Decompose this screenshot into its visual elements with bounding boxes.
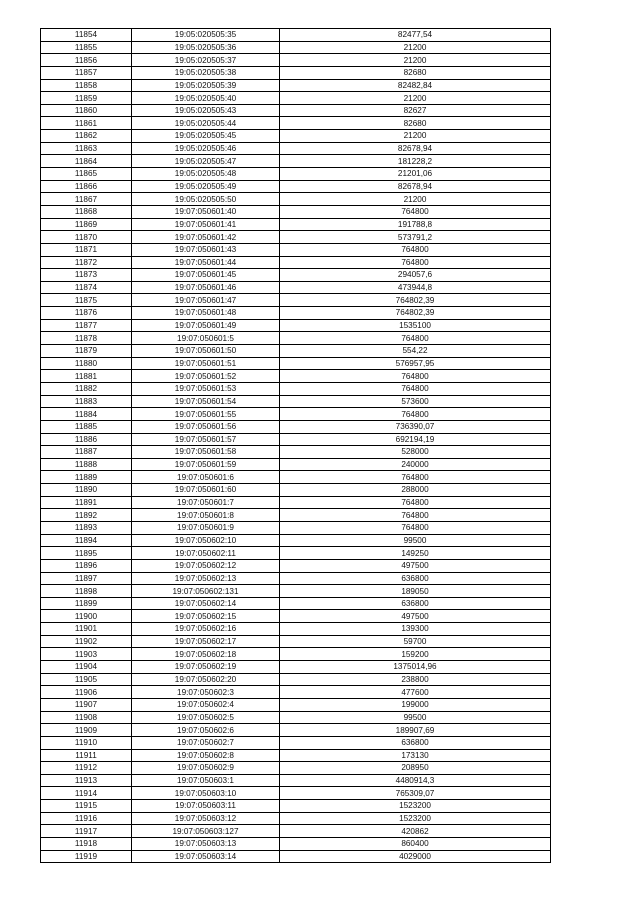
cadastral-number-cell: 19:05:020505:38 — [132, 66, 280, 79]
table-row — [41, 559, 551, 572]
cadastral-number-cell: 19:07:050601:58 — [132, 446, 280, 459]
row-number-cell: 11871 — [41, 243, 132, 256]
row-number-cell: 11896 — [41, 559, 132, 572]
value-cell: 4480914,3 — [280, 774, 551, 787]
cadastral-number-cell: 19:07:050601:55 — [132, 408, 280, 421]
cadastral-number-cell: 19:07:050601:56 — [132, 420, 280, 433]
cadastral-number-cell: 19:05:020505:50 — [132, 193, 280, 206]
value-cell: 497500 — [280, 559, 551, 572]
value-cell: 636800 — [280, 597, 551, 610]
cadastral-number-cell: 19:05:020505:43 — [132, 104, 280, 117]
row-number-cell: 11891 — [41, 496, 132, 509]
table-row — [41, 307, 551, 320]
table-row — [41, 509, 551, 522]
cadastral-number-cell: 19:07:050602:3 — [132, 686, 280, 699]
cadastral-number-cell: 19:07:050601:52 — [132, 370, 280, 383]
cadastral-number-cell: 19:07:050602:6 — [132, 724, 280, 737]
row-number-cell: 11870 — [41, 231, 132, 244]
value-cell: 1535100 — [280, 319, 551, 332]
cadastral-number-cell: 19:05:020505:35 — [132, 29, 280, 42]
row-number-cell: 11855 — [41, 41, 132, 54]
row-number-cell: 11894 — [41, 534, 132, 547]
cadastral-number-cell: 19:07:050603:14 — [132, 850, 280, 863]
table-row — [41, 332, 551, 345]
value-cell: 21200 — [280, 41, 551, 54]
table-row — [41, 534, 551, 547]
table-row — [41, 357, 551, 370]
row-number-cell: 11899 — [41, 597, 132, 610]
cadastral-number-cell: 19:07:050602:10 — [132, 534, 280, 547]
value-cell: 173130 — [280, 749, 551, 762]
value-cell: 764800 — [280, 408, 551, 421]
cadastral-number-cell: 19:07:050602:19 — [132, 661, 280, 674]
cadastral-number-cell: 19:07:050602:17 — [132, 635, 280, 648]
table-row — [41, 711, 551, 724]
value-cell: 1375014,96 — [280, 661, 551, 674]
value-cell: 764800 — [280, 496, 551, 509]
table-row — [41, 420, 551, 433]
row-number-cell: 11892 — [41, 509, 132, 522]
row-number-cell: 11867 — [41, 193, 132, 206]
cadastral-number-cell: 19:05:020505:40 — [132, 92, 280, 105]
cadastral-number-cell: 19:07:050601:48 — [132, 307, 280, 320]
cadastral-number-cell: 19:07:050601:51 — [132, 357, 280, 370]
row-number-cell: 11878 — [41, 332, 132, 345]
row-number-cell: 11890 — [41, 484, 132, 497]
value-cell: 576957,95 — [280, 357, 551, 370]
row-number-cell: 11858 — [41, 79, 132, 92]
value-cell: 636800 — [280, 572, 551, 585]
cadastral-number-cell: 19:07:050603:10 — [132, 787, 280, 800]
row-number-cell: 11866 — [41, 180, 132, 193]
cadastral-number-cell: 19:07:050601:57 — [132, 433, 280, 446]
row-number-cell: 11889 — [41, 471, 132, 484]
cadastral-number-cell: 19:07:050602:13 — [132, 572, 280, 585]
row-number-cell: 11914 — [41, 787, 132, 800]
value-cell: 82477,54 — [280, 29, 551, 42]
value-cell: 159200 — [280, 648, 551, 661]
value-cell: 294057,6 — [280, 269, 551, 282]
cadastral-number-cell: 19:07:050601:53 — [132, 382, 280, 395]
value-cell: 82680 — [280, 66, 551, 79]
row-number-cell: 11860 — [41, 104, 132, 117]
value-cell: 21200 — [280, 193, 551, 206]
table-row — [41, 572, 551, 585]
table-row — [41, 130, 551, 143]
cadastral-number-cell: 19:07:050602:14 — [132, 597, 280, 610]
table-row — [41, 281, 551, 294]
table-row — [41, 92, 551, 105]
table-row — [41, 231, 551, 244]
value-cell: 139300 — [280, 623, 551, 636]
value-cell: 764802,39 — [280, 294, 551, 307]
row-number-cell: 11881 — [41, 370, 132, 383]
value-cell: 189907,69 — [280, 724, 551, 737]
table-row — [41, 168, 551, 181]
row-number-cell: 11879 — [41, 345, 132, 358]
value-cell: 860400 — [280, 838, 551, 851]
row-number-cell: 11864 — [41, 155, 132, 168]
cadastral-number-cell: 19:07:050602:131 — [132, 585, 280, 598]
cadastral-number-cell: 19:07:050603:11 — [132, 800, 280, 813]
row-number-cell: 11912 — [41, 762, 132, 775]
value-cell: 764800 — [280, 370, 551, 383]
row-number-cell: 11893 — [41, 521, 132, 534]
row-number-cell: 11895 — [41, 547, 132, 560]
value-cell: 764800 — [280, 521, 551, 534]
row-number-cell: 11861 — [41, 117, 132, 130]
row-number-cell: 11887 — [41, 446, 132, 459]
value-cell: 636800 — [280, 736, 551, 749]
table-row — [41, 294, 551, 307]
value-cell: 191788,8 — [280, 218, 551, 231]
table-row — [41, 319, 551, 332]
cadastral-number-cell: 19:07:050601:9 — [132, 521, 280, 534]
table-body — [41, 29, 551, 863]
value-cell: 82627 — [280, 104, 551, 117]
table-row — [41, 648, 551, 661]
table-row — [41, 395, 551, 408]
value-cell: 1523200 — [280, 800, 551, 813]
row-number-cell: 11916 — [41, 812, 132, 825]
row-number-cell: 11915 — [41, 800, 132, 813]
table-row — [41, 180, 551, 193]
table-row — [41, 800, 551, 813]
table-row — [41, 458, 551, 471]
row-number-cell: 11918 — [41, 838, 132, 851]
row-number-cell: 11907 — [41, 698, 132, 711]
table-row — [41, 749, 551, 762]
row-number-cell: 11886 — [41, 433, 132, 446]
row-number-cell: 11873 — [41, 269, 132, 282]
table-row — [41, 79, 551, 92]
cadastral-number-cell: 19:07:050603:13 — [132, 838, 280, 851]
row-number-cell: 11872 — [41, 256, 132, 269]
row-number-cell: 11888 — [41, 458, 132, 471]
row-number-cell: 11901 — [41, 623, 132, 636]
table-row — [41, 29, 551, 42]
value-cell: 764800 — [280, 509, 551, 522]
table-row — [41, 547, 551, 560]
cadastral-number-cell: 19:07:050601:46 — [132, 281, 280, 294]
cadastral-number-cell: 19:07:050601:50 — [132, 345, 280, 358]
value-cell: 497500 — [280, 610, 551, 623]
row-number-cell: 11863 — [41, 142, 132, 155]
row-number-cell: 11919 — [41, 850, 132, 863]
cadastral-number-cell: 19:07:050603:1 — [132, 774, 280, 787]
value-cell: 764800 — [280, 256, 551, 269]
value-cell: 82678,94 — [280, 180, 551, 193]
row-number-cell: 11876 — [41, 307, 132, 320]
row-number-cell: 11877 — [41, 319, 132, 332]
value-cell: 181228,2 — [280, 155, 551, 168]
row-number-cell: 11874 — [41, 281, 132, 294]
table-row — [41, 408, 551, 421]
row-number-cell: 11910 — [41, 736, 132, 749]
row-number-cell: 11884 — [41, 408, 132, 421]
table-row — [41, 54, 551, 67]
value-cell: 82680 — [280, 117, 551, 130]
cadastral-value-table — [40, 28, 551, 863]
table-row — [41, 345, 551, 358]
table-row — [41, 673, 551, 686]
table-row — [41, 812, 551, 825]
cadastral-number-cell: 19:07:050603:12 — [132, 812, 280, 825]
cadastral-number-cell: 19:07:050602:16 — [132, 623, 280, 636]
cadastral-number-cell: 19:07:050601:8 — [132, 509, 280, 522]
table-row — [41, 698, 551, 711]
row-number-cell: 11906 — [41, 686, 132, 699]
cadastral-number-cell: 19:07:050601:6 — [132, 471, 280, 484]
table-row — [41, 825, 551, 838]
value-cell: 240000 — [280, 458, 551, 471]
row-number-cell: 11902 — [41, 635, 132, 648]
row-number-cell: 11865 — [41, 168, 132, 181]
row-number-cell: 11862 — [41, 130, 132, 143]
table-row — [41, 585, 551, 598]
cadastral-number-cell: 19:07:050601:41 — [132, 218, 280, 231]
value-cell: 1523200 — [280, 812, 551, 825]
table-row — [41, 838, 551, 851]
row-number-cell: 11859 — [41, 92, 132, 105]
value-cell: 764800 — [280, 205, 551, 218]
value-cell: 82482,84 — [280, 79, 551, 92]
value-cell: 765309,07 — [280, 787, 551, 800]
cadastral-number-cell: 19:05:020505:36 — [132, 41, 280, 54]
row-number-cell: 11909 — [41, 724, 132, 737]
table-row — [41, 686, 551, 699]
cadastral-number-cell: 19:05:020505:49 — [132, 180, 280, 193]
value-cell: 99500 — [280, 534, 551, 547]
value-cell: 764800 — [280, 471, 551, 484]
table-row — [41, 117, 551, 130]
value-cell: 573791,2 — [280, 231, 551, 244]
row-number-cell: 11885 — [41, 420, 132, 433]
table-row — [41, 736, 551, 749]
cadastral-number-cell: 19:07:050602:5 — [132, 711, 280, 724]
row-number-cell: 11875 — [41, 294, 132, 307]
cadastral-number-cell: 19:07:050602:8 — [132, 749, 280, 762]
cadastral-number-cell: 19:07:050601:49 — [132, 319, 280, 332]
value-cell: 554,22 — [280, 345, 551, 358]
table-row — [41, 205, 551, 218]
value-cell: 764800 — [280, 332, 551, 345]
table-row — [41, 471, 551, 484]
value-cell: 736390,07 — [280, 420, 551, 433]
table-row — [41, 787, 551, 800]
row-number-cell: 11854 — [41, 29, 132, 42]
row-number-cell: 11911 — [41, 749, 132, 762]
cadastral-number-cell: 19:05:020505:45 — [132, 130, 280, 143]
value-cell: 208950 — [280, 762, 551, 775]
cadastral-number-cell: 19:07:050601:43 — [132, 243, 280, 256]
row-number-cell: 11868 — [41, 205, 132, 218]
table-row — [41, 484, 551, 497]
value-cell: 288000 — [280, 484, 551, 497]
row-number-cell: 11904 — [41, 661, 132, 674]
value-cell: 21200 — [280, 130, 551, 143]
value-cell: 21201,06 — [280, 168, 551, 181]
cadastral-number-cell: 19:07:050601:7 — [132, 496, 280, 509]
value-cell: 82678,94 — [280, 142, 551, 155]
value-cell: 477600 — [280, 686, 551, 699]
cadastral-number-cell: 19:07:050601:42 — [132, 231, 280, 244]
cadastral-number-cell: 19:07:050602:11 — [132, 547, 280, 560]
row-number-cell: 11856 — [41, 54, 132, 67]
cadastral-number-cell: 19:07:050602:18 — [132, 648, 280, 661]
value-cell: 4029000 — [280, 850, 551, 863]
table-row — [41, 243, 551, 256]
cadastral-number-cell: 19:07:050602:9 — [132, 762, 280, 775]
cadastral-number-cell: 19:07:050601:60 — [132, 484, 280, 497]
cadastral-number-cell: 19:07:050602:15 — [132, 610, 280, 623]
table-row — [41, 661, 551, 674]
table-row — [41, 269, 551, 282]
table-row — [41, 850, 551, 863]
value-cell: 420862 — [280, 825, 551, 838]
cadastral-number-cell: 19:05:020505:46 — [132, 142, 280, 155]
value-cell: 149250 — [280, 547, 551, 560]
row-number-cell: 11869 — [41, 218, 132, 231]
table-row — [41, 41, 551, 54]
cadastral-number-cell: 19:07:050601:5 — [132, 332, 280, 345]
value-cell: 764802,39 — [280, 307, 551, 320]
value-cell: 59700 — [280, 635, 551, 648]
cadastral-number-cell: 19:07:050601:40 — [132, 205, 280, 218]
value-cell: 99500 — [280, 711, 551, 724]
table-row — [41, 370, 551, 383]
cadastral-number-cell: 19:07:050601:45 — [132, 269, 280, 282]
table-row — [41, 610, 551, 623]
table-row — [41, 496, 551, 509]
table-row — [41, 597, 551, 610]
table-row — [41, 193, 551, 206]
row-number-cell: 11897 — [41, 572, 132, 585]
table-row — [41, 104, 551, 117]
table-row — [41, 762, 551, 775]
value-cell: 21200 — [280, 92, 551, 105]
row-number-cell: 11903 — [41, 648, 132, 661]
value-cell: 764800 — [280, 382, 551, 395]
table-row — [41, 635, 551, 648]
value-cell: 692194,19 — [280, 433, 551, 446]
cadastral-number-cell: 19:07:050601:44 — [132, 256, 280, 269]
table-row — [41, 724, 551, 737]
cadastral-number-cell: 19:07:050602:7 — [132, 736, 280, 749]
value-cell: 199000 — [280, 698, 551, 711]
cadastral-number-cell: 19:05:020505:44 — [132, 117, 280, 130]
table-row — [41, 521, 551, 534]
row-number-cell: 11900 — [41, 610, 132, 623]
table-row — [41, 623, 551, 636]
cadastral-number-cell: 19:07:050601:59 — [132, 458, 280, 471]
value-cell: 189050 — [280, 585, 551, 598]
cadastral-number-cell: 19:07:050601:47 — [132, 294, 280, 307]
row-number-cell: 11857 — [41, 66, 132, 79]
table-row — [41, 256, 551, 269]
value-cell: 573600 — [280, 395, 551, 408]
table-row — [41, 774, 551, 787]
value-cell: 764800 — [280, 243, 551, 256]
table-row — [41, 142, 551, 155]
cadastral-number-cell: 19:07:050602:20 — [132, 673, 280, 686]
table-row — [41, 218, 551, 231]
cadastral-number-cell: 19:05:020505:47 — [132, 155, 280, 168]
cadastral-number-cell: 19:05:020505:48 — [132, 168, 280, 181]
row-number-cell: 11880 — [41, 357, 132, 370]
row-number-cell: 11917 — [41, 825, 132, 838]
row-number-cell: 11882 — [41, 382, 132, 395]
row-number-cell: 11913 — [41, 774, 132, 787]
table-row — [41, 155, 551, 168]
cadastral-number-cell: 19:05:020505:39 — [132, 79, 280, 92]
cadastral-number-cell: 19:07:050603:127 — [132, 825, 280, 838]
row-number-cell: 11908 — [41, 711, 132, 724]
cadastral-number-cell: 19:05:020505:37 — [132, 54, 280, 67]
row-number-cell: 11898 — [41, 585, 132, 598]
cadastral-number-cell: 19:07:050601:54 — [132, 395, 280, 408]
value-cell: 528000 — [280, 446, 551, 459]
value-cell: 473944,8 — [280, 281, 551, 294]
cadastral-number-cell: 19:07:050602:4 — [132, 698, 280, 711]
value-cell: 21200 — [280, 54, 551, 67]
cadastral-number-cell: 19:07:050602:12 — [132, 559, 280, 572]
table-row — [41, 382, 551, 395]
table-row — [41, 446, 551, 459]
table-row — [41, 433, 551, 446]
value-cell: 238800 — [280, 673, 551, 686]
row-number-cell: 11883 — [41, 395, 132, 408]
table-row — [41, 66, 551, 79]
row-number-cell: 11905 — [41, 673, 132, 686]
